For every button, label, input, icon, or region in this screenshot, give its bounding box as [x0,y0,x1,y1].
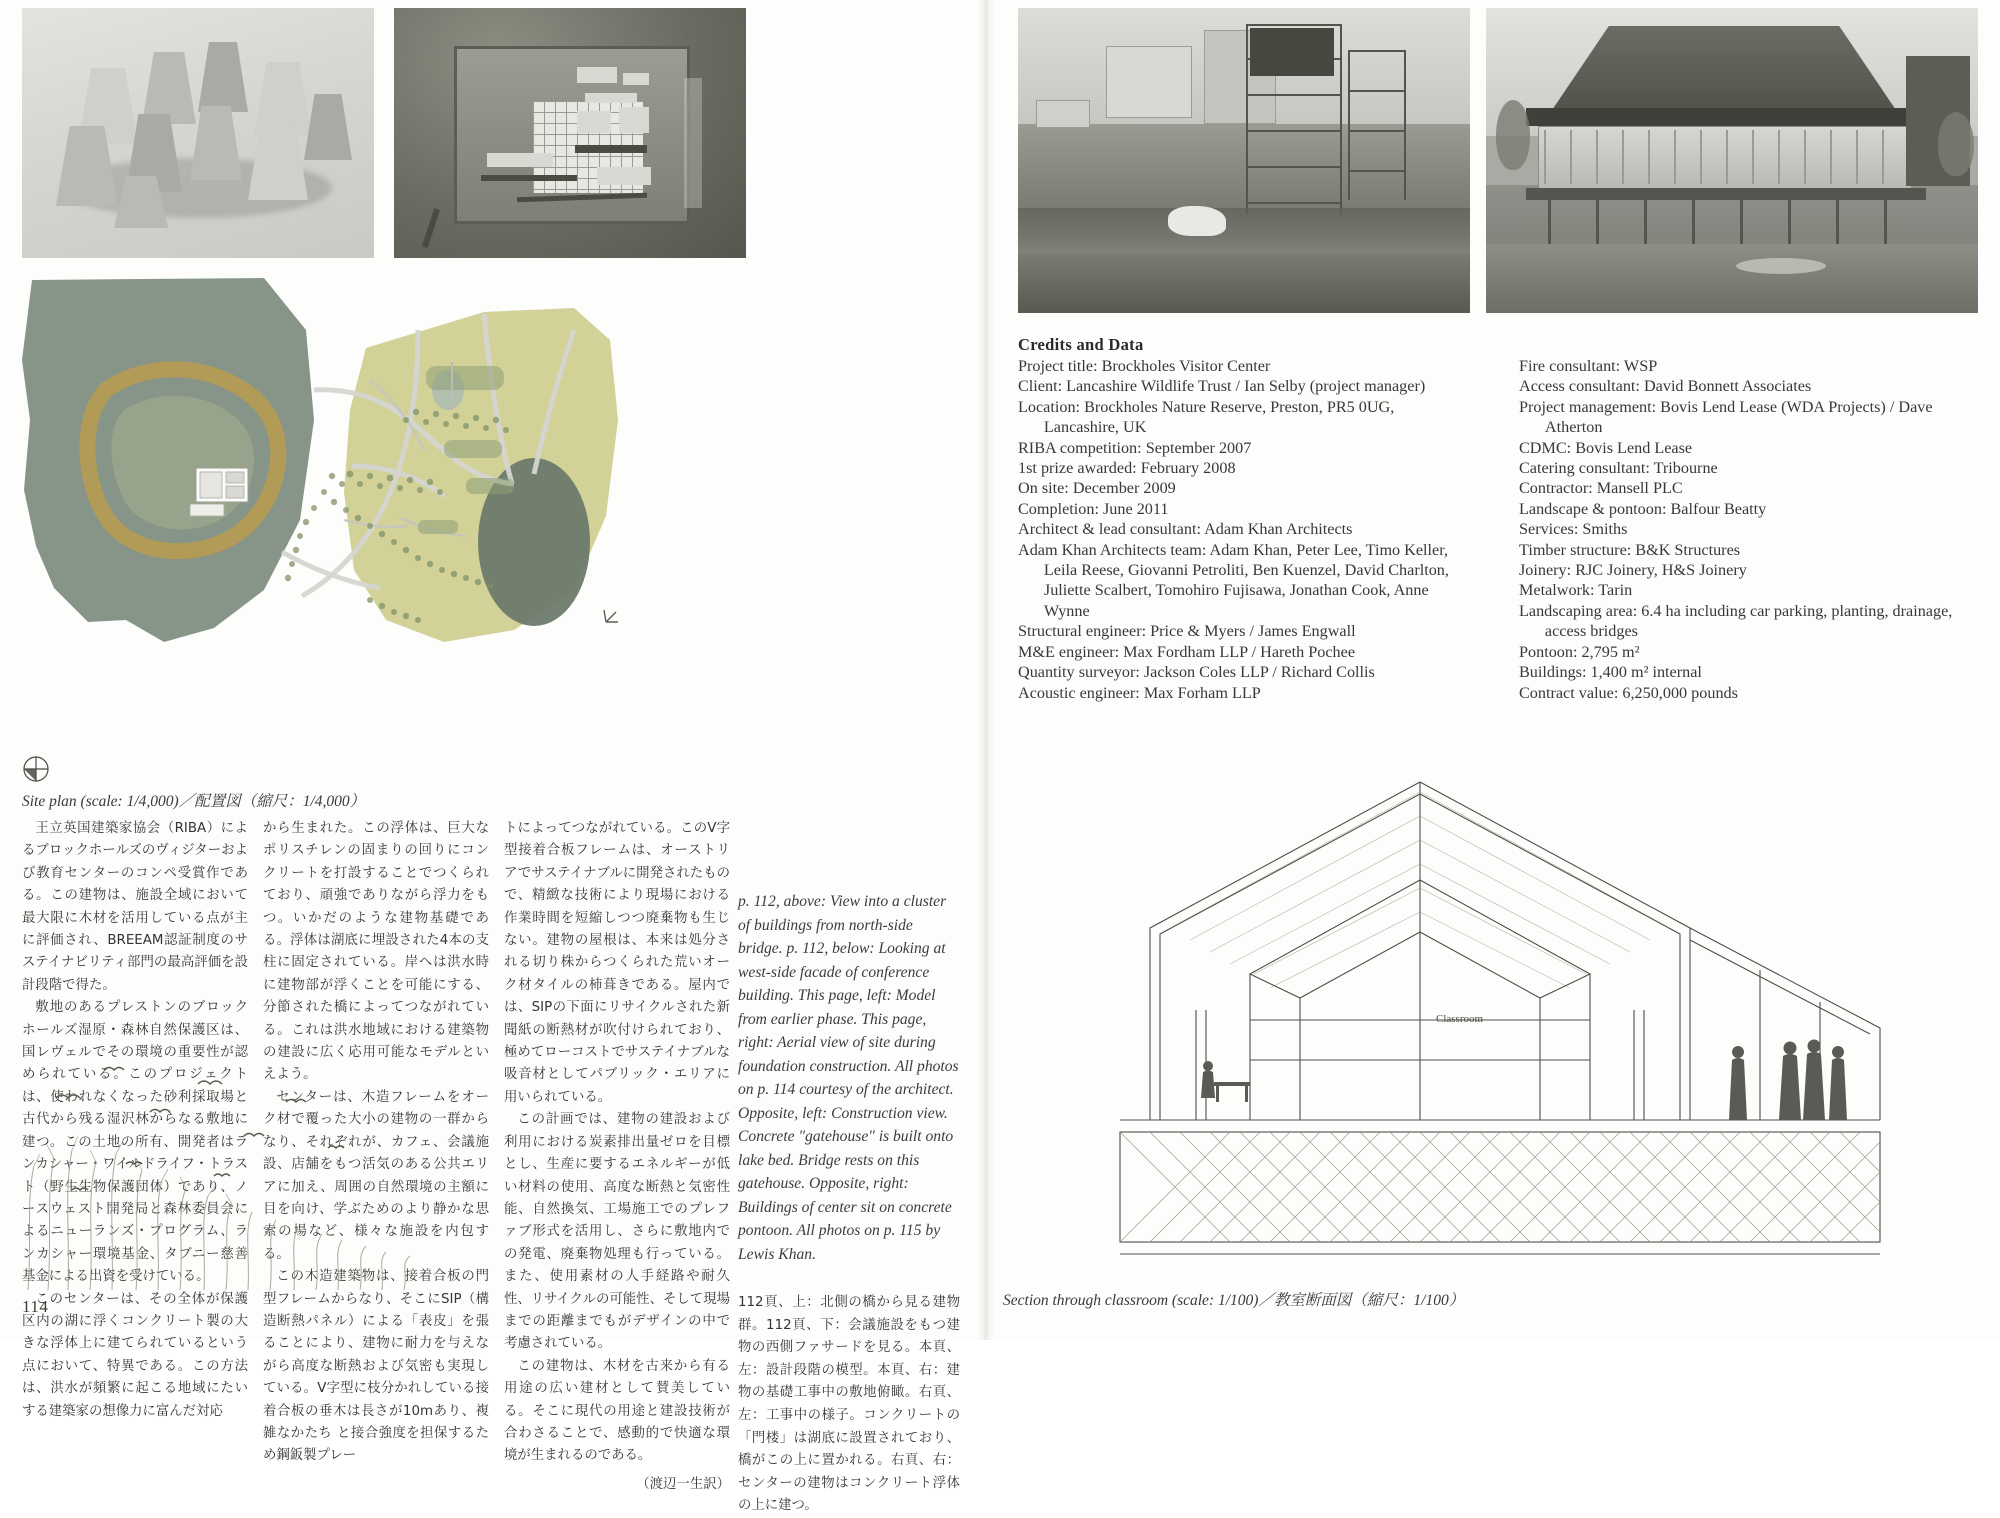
credit-line: CDMC: Bovis Lend Lease [1519,438,1693,457]
page-gutter [975,0,997,1340]
page-number: 114 [22,1297,49,1316]
paragraph: センターは、木造フレームをオーク材で覆った大小の建物の一群からなり、それぞれが、カフェ、会議施設、店舗をもつ活気のある公共エリアに加え、周囲の自然環境の主額に目を向け、学ぶためのより静かな思索の場など、様々な施設を内包する。 [263,1089,489,1262]
credit-line: Access consultant: David Bonnett Associates [1519,377,1812,396]
paragraph: から生まれた。この浮体は、巨大なポリスチレンの固まりの回りにコンクリートを打設することでつくられており、頑強でありながら浮力をもつ。いかだのような建物基礎である。浮体は湖底に埋設された4本の支柱に固定されている。岸へは洪水時に建物部が浮くことを可能にする、分節された橋によってつながれている。これは洪水地域における建築物の建設に広く応用可能なモデルといえよう。 [263,821,489,1083]
credit-line: Quantity surveyor: Jackson Coles LLP / Richard Collis [1018,663,1375,682]
paragraph: この計画では、建物の建設および利用における炭素排出量ゼロを目標とし、生産に要するエネルギーが低い材料の使用、高度な断熱と気密性能、自然換気、工場施工でのプレファブ形式を活用し、さらに敷地内での発電、廃棄物処理も行っている。また、使用素材の人手経路や耐久性、リサイクルの可能性、そして現場までの距離までもがデザインの中で考慮されている。 [504,1112,730,1352]
credit-line: Joinery: RJC Joinery, H&S Joinery [1519,561,1747,580]
credit-line: Buildings: 1,400 m² internal [1519,663,1702,682]
credit-line: Project title: Brockholes Visitor Center [1018,357,1271,375]
credit-line: 1st prize awarded: February 2008 [1018,459,1236,478]
body-text-column-3 [504,818,730,1492]
credit-line: M&E engineer: Max Fordham LLP / Hareth Pochee [1018,642,1356,661]
paragraph: 敷地のあるプレストンのブロックホールズ湿原・森林自然保護区は、国レヴェルでその環境の重要性が認められている。このプロジェクトは、使われなくなった砂利採取場と古代から残る湿沢林からなる敷地に建つ。この土地の所有、開発者はランカシャー・ワイルドライフ・トラスト（野生生物保護団体）であり、ノースウェスト開発局と森林委員会によるニューランズ・プログラム、ランカシャー環境基金、タブニー慈善基金による出資を受けている。 [22,1000,248,1285]
section-drawing [1000,760,1990,1280]
credit-line: Project management: Bovis Lend Lease (WDA Projects) / Dave Atherton [1519,397,1933,437]
credit-line: Location: Brockholes Nature Reserve, Preston, PR5 0UG, Lancashire, UK [1018,397,1395,437]
paragraph: この建物は、木材を古来から有る用途の広い建材として賛美している。そこに現代の用途と建設技術が合わさることで、感動的で快適な環境が生まれるのである。 [504,1358,730,1464]
credit-line: Timber structure: B&K Structures [1519,540,1741,559]
credits-column-left [1018,356,1473,703]
construction-photo [1018,8,1470,313]
reedbed-illustration [8,1040,428,1290]
credit-line: Adam Khan Architects team: Adam Khan, Peter Lee, Timo Keller, Leila Reese, Giovanni Petroliti, Ben Kuenzel, David Charlton, Juliette Scalbert, Tomohiro Fujisawa, Jonathan Cook, Anne Wynne [1018,540,1449,620]
photo-caption-japanese: 112頁、上：北側の橋から見る建物群。112頁、下：会議施設をもつ建物の西側ファサードを見る。本頁、左：設計段階の模型。本頁、右：建物の基礎工事中の敷地俯瞰。右頁、左：工事中の様子。コンクリートの「門楼」は湖底に設置されており、橋がこの上に置かれる。右頁、右：センターの建物はコンクリート浮体の上に建つ。 [738,1295,960,1514]
credit-line: Contractor: Mansell PLC [1519,479,1683,498]
translator-credit: （渡辺一生訳） [636,1476,730,1492]
credit-line: Landscape & pontoon: Balfour Beatty [1519,499,1767,518]
credit-line: Pontoon: 2,795 m² [1519,642,1640,661]
credit-line: Acoustic engineer: Max Forham LLP [1018,683,1261,702]
site-plan-drawing [14,270,964,780]
section-caption: Section through classroom (scale: 1/100)／教室断面図（縮尺：1/100） [1003,1292,1465,1309]
paragraph: 王立英国建築家協会（RIBA）によるブロックホールズのヴィジターおよび教育センターのコンペ受賞作である。この建物は、施設全域において最大限に木材を活用している点が主に評価され、BREEAM認証制度のサステイナビリティ部門の最高評価を設計段階で得た。 [22,821,248,993]
credits-column-right [1519,356,1974,703]
north-point-icon [22,755,50,783]
credit-line: Catering consultant: Tribourne [1519,459,1718,478]
credit-line: Fire consultant: WSP [1519,357,1658,375]
credit-line: Landscaping area: 6.4 ha including car parking, planting, drainage, access bridges [1519,601,1953,641]
credit-line: Architect & lead consultant: Adam Khan Architects [1018,520,1353,539]
credit-line: Metalwork: Tarin [1519,581,1633,600]
credits-heading: Credits and Data [1018,335,1144,354]
credit-line: Completion: June 2011 [1018,499,1169,518]
credit-line: Client: Lancashire Wildlife Trust / Ian Selby (project manager) [1018,377,1426,396]
model-photo [22,8,374,258]
paragraph: トによってつながれている。このV字型接着合板フレームは、オーストリアでサステイナブルに開発されたもので、精緻な技術により現場における作業時間を短縮しつつ廃棄物も生じない。建物の屋根は、本来は処分される切り株からつくられた荒いオーク材タイルの杮葺きである。屋内では、SIPの下面にリサイクルされた新聞紙の断熱材が吹付けられており、極めてローコストでサステイナブルな吸音材としてパブリック・エリアに用いられている。 [504,821,730,1105]
completed-building-photo [1486,8,1978,313]
credit-line: Services: Smiths [1519,520,1628,539]
aerial-site-photo [394,8,746,258]
credit-line: On site: December 2009 [1018,479,1176,498]
photo-caption-english: p. 112, above: View into a cluster of buildings from north-side bridge. p. 112, below: Looking at west-side facade of conference building. This page, left: Model from earlier phase. This page, right: Aerial view of site during foundation construction. All photos on p. 114 courtesy of the architect. Opposite, left: Construction view. Concrete "gatehouse" is built onto lake bed. Bridge rests on this gatehouse. Opposite, right: Buildings of center sit on concrete pontoon. All photos on p. 115 by Lewis Khan. [738,893,959,1263]
credits-and-data-block [1018,335,1978,703]
paragraph: この木造建築物は、接着合板の門型フレームからなり、そこにSIP（構造断熱パネル）による「表皮」を張ることにより、建物に耐力を与えながら高度な断熱および気密も実現している。V字型に枝分かれしている接着合板の垂木は長さが10mあり、複雑なかたち と接合強度を担保するため鋼鈑製プレー [263,1269,489,1464]
paragraph: このセンターは、その全体が保護区内の湖に浮くコンクリート製の大きな浮体上に建てられているという点において、特異である。この方法は、洪水が頻繁に起こる地域にたいする建築家の想像力に富んだ対応 [22,1291,248,1419]
credit-line: Contract value: 6,250,000 pounds [1519,683,1738,702]
photo-caption-column [738,890,960,1518]
site-plan-caption: Site plan (scale: 1/4,000)／配置図（縮尺：1/4,000） [22,793,366,810]
credit-line: RIBA competition: September 2007 [1018,438,1252,457]
classroom-label: Classroom [1436,1013,1484,1025]
credit-line: Structural engineer: Price & Myers / James Engwall [1018,622,1356,641]
